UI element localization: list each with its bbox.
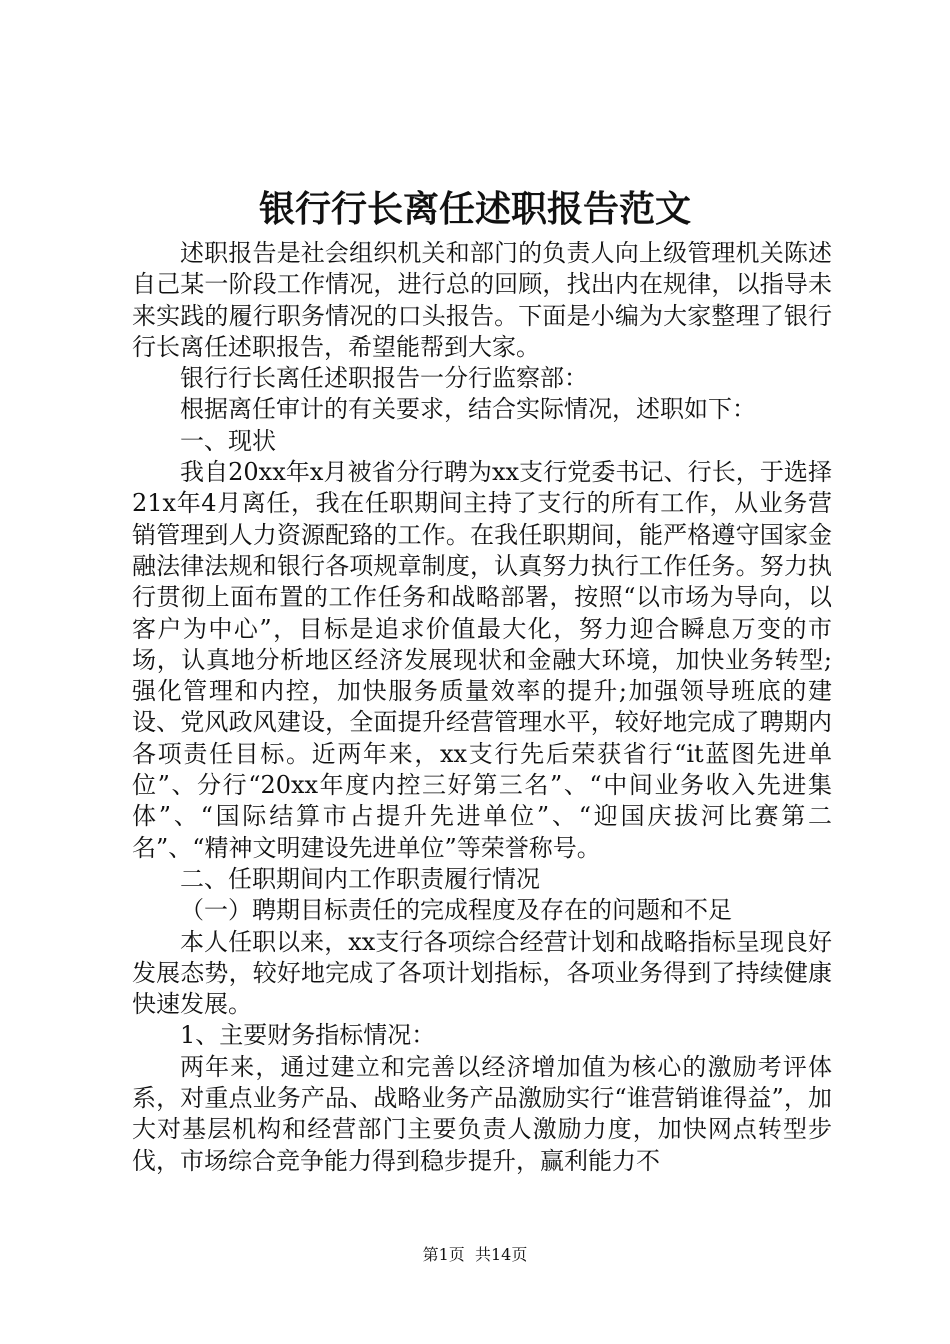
document-body [132,238,832,1177]
page-footer [0,1245,950,1265]
item-heading-financial: 1、主要财务指标情况： [180,1021,436,1050]
targets-paragraph: 本人任职以来，xx支行各项综合经营计划和战略指标呈现良好发展态势，较好地完成了各项计划指标，各项业务得到了持续健康快速发展。 [132,927,832,1019]
intro-paragraph: 述职报告是社会组织机关和部门的负责人向上级管理机关陈述自己某一阶段工作情况，进行总的回顾，找出内在规律，以指导未来实践的履行职务情况的口头报告。下面是小编为大家整理了银行行长离任述职报告，希望能帮到大家。 [132,239,832,361]
status-paragraph: 我自20xx年x月被省分行聘为xx支行党委书记、行长，于选择21x年4月离任，我在任职期间主持了支行的所有工作，从业务营销管理到人力资源配臵的工作。在我任职期间，能严格遵守国家金融法律法规和银行各项规章制度，认真努力执行工作任务。努力执行贯彻上面布置的工作任务和战略部署，按照“以市场为导向，以客户为中心”，目标是追求价值最大化，努力迎合瞬息万变的市场，认真地分析地区经济发展现状和金融大环境，加快业务转型;强化管理和内控，加快服务质量效率的提升;加强领导班底的建设、党风政风建设，全面提升经营管理水平，较好地完成了聘期内各项责任目标。近两年来，xx支行先后荣获省行“it蓝图先进单位”、分行“20xx年度内控三好第三名”、“中间业务收入先进集体”、“国际结算市占提升先进单位”、“迎国庆拔河比赛第二名”、“精神文明建设先进单位”等荣誉称号。 [132,458,832,862]
section-heading-duties: 二、任职期间内工作职责履行情况 [180,864,540,893]
page-total: 共14页 [474,1245,528,1264]
opening-line: 根据离任审计的有关要求，结合实际情况，述职如下： [180,395,756,424]
page-number: 第1页 [422,1245,465,1264]
salutation-line: 银行行长离任述职报告一分行监察部： [180,364,588,393]
financial-paragraph: 两年来，通过建立和完善以经济增加值为核心的激励考评体系，对重点业务产品、战略业务产品激励实行“谁营销谁得益”，加大对基层机构和经营部门主要负责人激励力度，加快网点转型步伐，市场综合竞争能力得到稳步提升，赢利能力不 [132,1052,832,1175]
document-title: 银行行长离任述职报告范文 [258,188,691,230]
footer-spacer [465,1245,475,1264]
section-heading-status: 一、现状 [180,426,276,455]
subsection-heading-targets: （一）聘期目标责任的完成程度及存在的问题和不足 [180,896,732,925]
